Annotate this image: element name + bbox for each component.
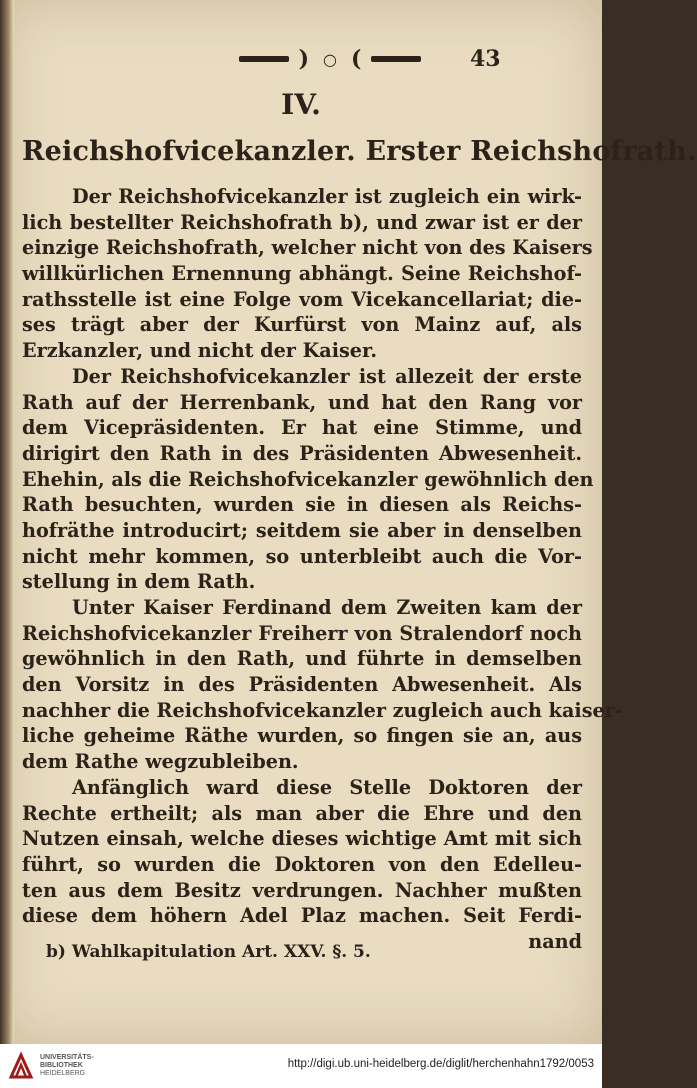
text-line: hofräthe introducirt; seitdem sie aber in denselben bbox=[22, 518, 582, 542]
text-line: Nutzen einsah, welche dieses wichtige Amt mit sich bbox=[22, 827, 582, 851]
body-text bbox=[22, 184, 623, 955]
text-line: den Vorsitz in des Präsidenten Abwesenheit. Als bbox=[22, 673, 582, 697]
text-line: Der Reichshofvicekanzler ist allezeit der erste bbox=[72, 364, 582, 388]
text-line: nicht mehr kommen, so unterbleibt auch die Vor- bbox=[22, 544, 582, 568]
text-line: führt, so wurden die Doktoren von den Edelleu- bbox=[22, 852, 582, 876]
ornament-bar-left bbox=[239, 56, 289, 62]
text-line: dem Rathe wegzubleiben. bbox=[22, 750, 299, 774]
ornament-circle: ○ bbox=[323, 49, 337, 69]
footnote: b) Wahlkapitulation Art. XXV. §. 5. bbox=[46, 942, 371, 962]
text-line: Reichshofvicekanzler Freiherr von Stralendorf noch bbox=[22, 621, 582, 645]
text-line: Der Reichshofvicekanzler ist zugleich ein wirk- bbox=[72, 185, 582, 208]
ornament-paren-left: ) bbox=[298, 46, 310, 72]
text-line: diese dem höhern Adel Plaz machen. Seit Ferdi- bbox=[22, 904, 582, 928]
ornament-paren-right: ( bbox=[350, 46, 362, 72]
text-line: nachher die Reichshofvicekanzler zugleich auch kaiser- bbox=[22, 698, 623, 722]
library-name bbox=[40, 1054, 94, 1078]
section-title: Reichshofvicekanzler. Erster Reichshofrath. bbox=[22, 136, 697, 167]
text-line: ten aus dem Besitz verdrungen. Nachher mußten bbox=[22, 878, 582, 902]
page-number: 43 bbox=[470, 46, 501, 72]
text-line: einzige Reichshofrath, welcher nicht von des Kaisers bbox=[22, 236, 593, 260]
university-logo-icon[interactable] bbox=[8, 1052, 34, 1080]
book-spine-shadow bbox=[0, 0, 14, 1044]
text-line: lich bestellter Reichshofrath b), und zwar ist er der bbox=[22, 210, 582, 234]
text-line: nand bbox=[528, 929, 582, 953]
library-name-line3: HEIDELBERG bbox=[40, 1070, 86, 1077]
ornament-bar-right bbox=[371, 56, 421, 62]
text-line: Rath auf der Herrenbank, und hat den Rang vor bbox=[22, 390, 582, 414]
text-line: gewöhnlich in den Rath, und führte in demselben bbox=[22, 647, 582, 671]
text-line: Ehehin, als die Reichshofvicekanzler gewöhnlich den bbox=[22, 467, 594, 491]
library-name-line2: BIBLIOTHEK bbox=[40, 1062, 83, 1069]
chapter-number: IV. bbox=[281, 88, 321, 121]
text-line: rathsstelle ist eine Folge vom Vicekancellariat; die- bbox=[22, 287, 582, 311]
text-line: Rath besuchten, wurden sie in diesen als Reichs- bbox=[22, 493, 582, 517]
text-line: Erzkanzler, und nicht der Kaiser. bbox=[22, 339, 378, 363]
source-url-link[interactable]: http://digi.ub.uni-heidelberg.de/diglit/herchenhahn1792/0053 bbox=[287, 1058, 594, 1070]
text-line: dirigirt den Rath in des Präsidenten Abwesenheit. bbox=[22, 441, 582, 465]
text-line: willkürlichen Ernennung abhängt. Seine Reichshof- bbox=[22, 262, 582, 286]
text-line: stellung in dem Rath. bbox=[22, 570, 256, 594]
text-line: Rechte ertheilt; als man aber die Ehre und den bbox=[22, 801, 582, 825]
text-line: Anfänglich ward diese Stelle Doktoren der bbox=[72, 775, 582, 799]
text-line: liche geheime Räthe wurden, so fingen sie an, aus bbox=[22, 724, 582, 748]
library-name-line1: UNIVERSITÄTS- bbox=[40, 1054, 94, 1061]
text-line: ses trägt aber der Kurfürst von Mainz auf, als bbox=[22, 313, 582, 337]
text-line: Unter Kaiser Ferdinand dem Zweiten kam der bbox=[72, 596, 582, 619]
footer-bar bbox=[0, 1044, 602, 1088]
text-line: dem Vicepräsidenten. Er hat eine Stimme, und bbox=[22, 416, 582, 440]
